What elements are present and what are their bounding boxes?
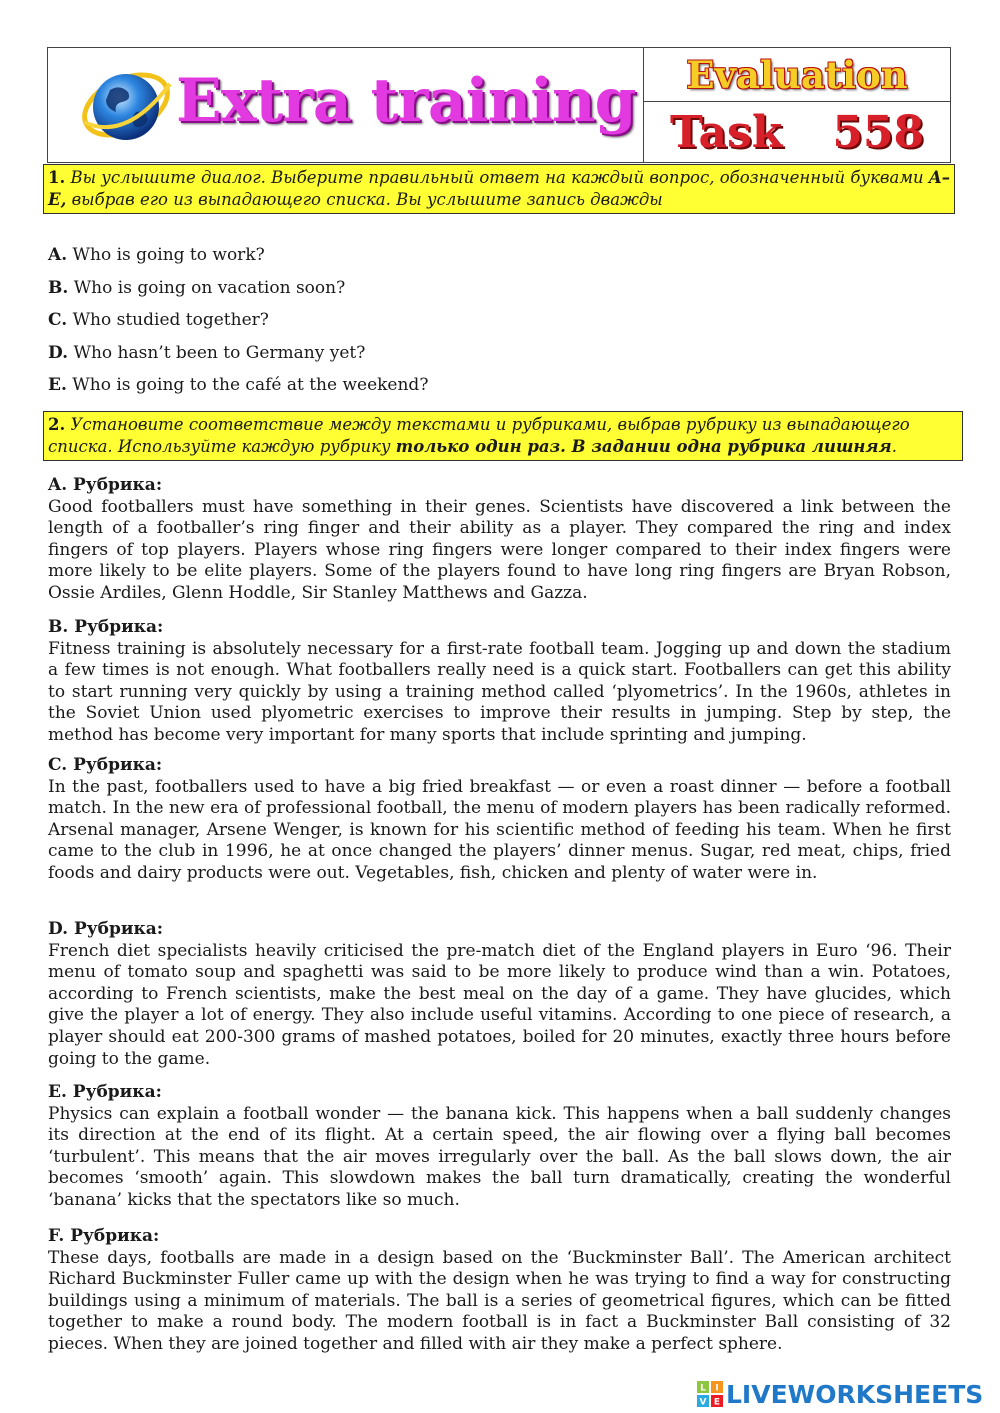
question-letter: B.: [48, 277, 69, 298]
task1-instruction-text-a: Вы услышите диалог. Выберите правильный ответ на каждый вопрос, обозначенный буквами: [70, 168, 929, 187]
task2-number: 2.: [48, 415, 66, 434]
logo-mark-letter-i: I: [715, 1383, 719, 1394]
text-block-e: [48, 1082, 951, 1212]
liveworksheets-logo[interactable]: [697, 1380, 983, 1408]
task1-instruction-letters: A–E,: [48, 168, 950, 209]
question-text: Who hasn’t been to Germany yet?: [73, 342, 366, 363]
task-number: 558: [832, 106, 925, 158]
text-body: Fitness training is absolutely necessary for a first-rate football team. Jogging up and down the stadium a few times is not enough. What footballers really need is a quick start. Footballers can get this ability to start running very quickly by using a training method called ‘plyometrics’. In the 1960s, athletes in the Soviet Union used plyometric exercises to improve their results in jumping. Step by step, the method has become very important for many sports that include sprinting and jumping.: [48, 638, 951, 745]
globe-icon: [74, 62, 178, 148]
task2-instruction-sep: .: [560, 437, 572, 456]
question-text: Who studied together?: [72, 310, 269, 330]
question-item: [48, 277, 428, 310]
logo-mark-letter-l: L: [700, 1383, 706, 1394]
text-heading: C. Рубрика:: [48, 755, 163, 775]
worksheet-title: Extra training: [176, 66, 636, 136]
text-body: These days, footballs are made in a design based on the ‘Buckminster Ball’. The American architect Richard Buckminster Fuller came up with the design when he was trying to find a way for constructing buildings using a minimum of materials. The ball is a series of geometrical figures, which can be fitted together to make a round body. The modern football is in fact a Buckminster Ball consisting of 32 pieces. When they are joined together and filled with air they make a perfect sphere.: [48, 1247, 951, 1354]
text-block-f: [48, 1226, 951, 1356]
text-heading: D. Рубрика:: [48, 919, 164, 939]
logo-mark-letter-v: V: [699, 1397, 707, 1407]
question-letter: C.: [48, 310, 68, 330]
task-cell: [644, 102, 950, 162]
task-label: Task: [670, 106, 783, 158]
task1-number: 1.: [48, 168, 66, 187]
text-body: Good footballers must have something in their genes. Scientists have discovered a link between the length of a footballer’s ring finger and their ability as a player. They compared the ring and index fingers of top players. Players whose ring fingers were longer compared to their index fingers were more likely to be elite players. Some of the players found to have long ring fingers are Bryan Robson, Ossie Ardiles, Glenn Hoddle, Sir Stanley Matthews and Gazza.: [48, 496, 951, 603]
question-text: Who is going to the café at the weekend?: [72, 375, 429, 395]
question-item: [48, 309, 428, 342]
text-body: French diet specialists heavily criticised the pre-match diet of the England players in Euro ‘96. Their menu of tomato soup and spaghetti was said to be more likely to produce wind than a win. Potatoes, according to French scientists, make the best meal on the day of a game. They have glucides, which give the player a lot of energy. They also include useful vitamins. According to one piece of research, a player should eat 200-300 grams of mashed potatoes, boiled for 20 minutes, exactly three hours before going to the game.: [48, 940, 951, 1069]
text-block-b: [48, 617, 951, 747]
task1-instruction-text-b: выбрав его из выпадающего списка. Вы услышите запись дважды: [71, 190, 663, 209]
question-text: Who is going on vacation soon?: [73, 277, 346, 298]
evaluation-panel: [644, 48, 950, 162]
task2-instruction-end: .: [891, 437, 897, 456]
title-cell: [48, 48, 644, 162]
text-block-d: [48, 919, 951, 1070]
task2-instruction-text-a: Установите соответствие между текстами и рубриками, выбрав рубрику из выпадающего списка. Используйте каждую рубрику: [48, 415, 910, 456]
liveworksheets-logo-text: LIVEWORKSHEETS: [726, 1379, 984, 1409]
evaluation-cell: [644, 48, 950, 102]
question-item: [48, 342, 428, 375]
text-heading: B. Рубрика:: [48, 617, 164, 637]
text-heading: F. Рубрика:: [48, 1226, 160, 1246]
task1-instruction: [43, 164, 955, 214]
question-letter: E.: [48, 375, 67, 395]
text-heading: A. Рубрика:: [48, 475, 163, 495]
question-item: [48, 244, 428, 277]
liveworksheets-mark-icon: [697, 1381, 723, 1407]
logo-mark-letter-e: E: [713, 1397, 721, 1407]
question-letter: D.: [48, 342, 69, 363]
task2-instruction-bold-2: В задании одна рубрика лишняя: [571, 437, 892, 456]
text-body: Physics can explain a football wonder — the banana kick. This happens when a ball suddenly changes its direction at the end of its flight. At a certain speed, the air flowing over a flying ball becomes ‘turbulent’. This means that the air moves irregularly over the ball. As the ball slows down, the air becomes ‘smooth’ again. This slowdown makes the ball turn dramatically, creating the wonderful ‘banana’ kicks that the spectators like so much.: [48, 1103, 951, 1210]
worksheet-header: [47, 47, 951, 163]
task1-question-list: [48, 244, 428, 407]
text-heading: E. Рубрика:: [48, 1082, 162, 1102]
text-block-c: [48, 755, 951, 885]
task2-instruction: [43, 411, 963, 461]
question-text: Who is going to work?: [72, 245, 265, 265]
text-block-a: [48, 475, 951, 605]
question-letter: A.: [48, 245, 68, 265]
question-item: [48, 374, 428, 407]
evaluation-label: Evaluation: [686, 52, 908, 97]
text-body: In the past, footballers used to have a big fried breakfast — or even a roast dinner — before a football match. In the new era of professional football, the menu of modern players has been radically reformed. Arsenal manager, Arsene Wenger, is known for his scientific method of feeding his team. When he first came to the club in 1996, he at once changed the players’ dinner menus. Sugar, red meat, chips, fried foods and dairy products were out. Vegetables, fish, chicken and plenty of water were in.: [48, 776, 951, 883]
task2-instruction-bold-1: только один раз: [395, 437, 561, 456]
